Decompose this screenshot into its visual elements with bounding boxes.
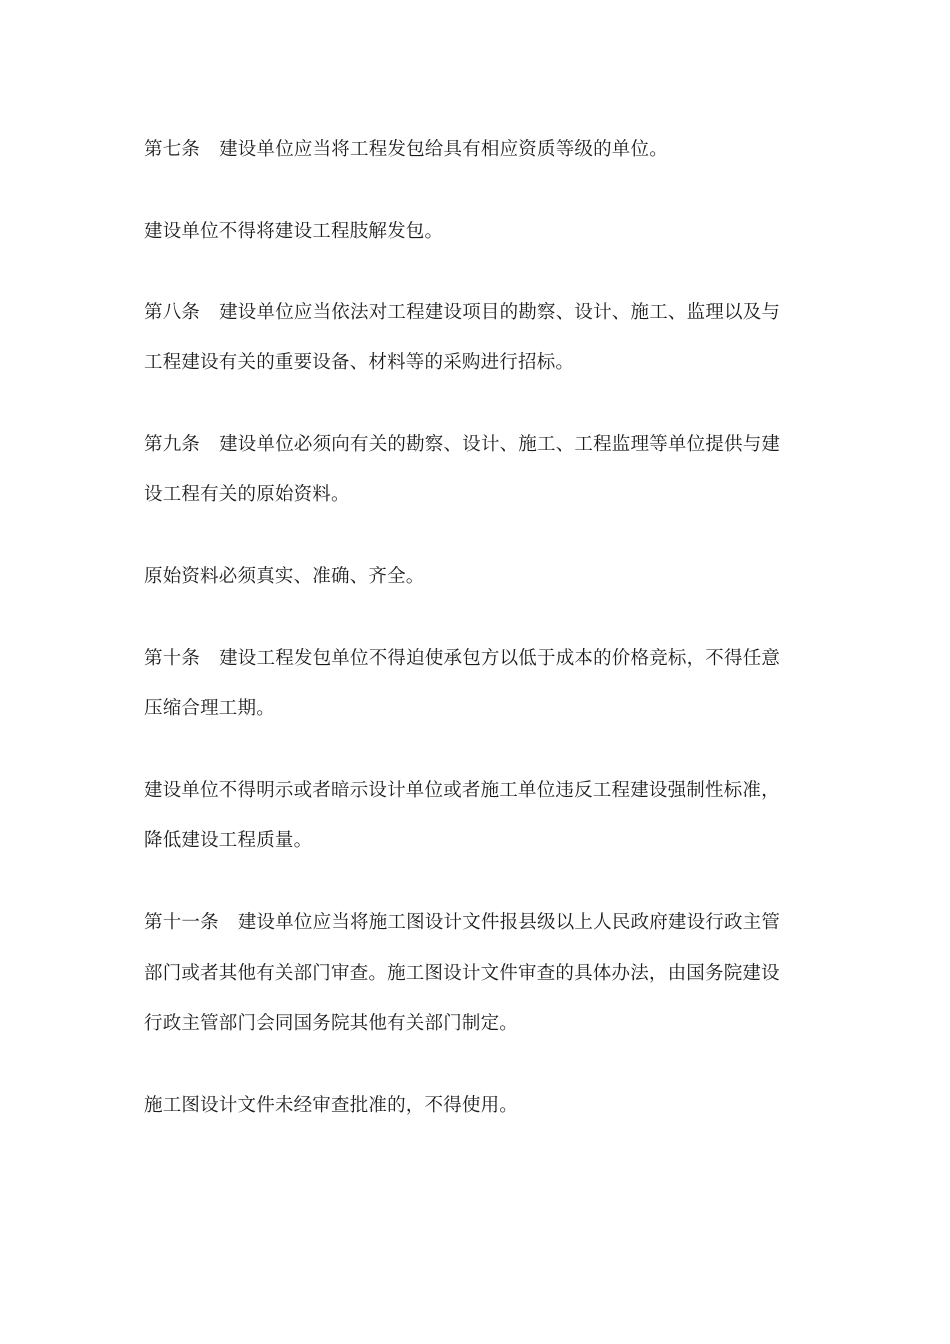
paragraph-text: 建设单位应当将施工图设计文件报县级以上人民政府建设行政主管 — [237, 912, 781, 933]
article-label: 第八条 — [144, 302, 201, 323]
article-9-line-2 — [144, 483, 804, 507]
article-10-line-1 — [144, 647, 804, 671]
article-10-line-2 — [144, 697, 804, 721]
article-label: 第十一条 — [144, 912, 219, 933]
article-11-line-2 — [144, 962, 804, 986]
paragraph-text: 设工程有关的原始资料。 — [144, 484, 350, 505]
article-10-para-2-line-2 — [144, 829, 804, 853]
paragraph-text: 建设单位不得明示或者暗示设计单位或者施工单位违反工程建设强制性标准， — [144, 780, 780, 801]
article-11-line-3 — [144, 1012, 804, 1036]
paragraph-text: 原始资料必须真实、准确、齐全。 — [144, 566, 425, 587]
paragraph-text: 行政主管部门会同国务院其他有关部门制定。 — [144, 1013, 519, 1034]
article-label: 第九条 — [144, 434, 201, 455]
article-8-line-2 — [144, 351, 804, 375]
paragraph-text: 施工图设计文件未经审查批准的，不得使用。 — [144, 1095, 519, 1116]
article-8-line-1 — [144, 301, 804, 325]
article-9-para-2 — [144, 565, 804, 589]
paragraph-text: 建设工程发包单位不得迫使承包方以低于成本的价格竞标，不得任意 — [219, 648, 781, 669]
article-7-line-1 — [144, 138, 804, 162]
paragraph-text: 降低建设工程质量。 — [144, 830, 313, 851]
paragraph-text: 建设单位应当依法对工程建设项目的勘察、设计、施工、监理以及与 — [219, 302, 781, 323]
paragraph-text: 建设单位不得将建设工程肢解发包。 — [144, 221, 444, 242]
article-9-line-1 — [144, 433, 804, 457]
article-11-line-1 — [144, 911, 804, 935]
paragraph-text: 工程建设有关的重要设备、材料等的采购进行招标。 — [144, 352, 575, 373]
paragraph-text: 建设单位应当将工程发包给具有相应资质等级的单位。 — [219, 139, 668, 160]
article-11-para-2 — [144, 1094, 804, 1118]
article-label: 第七条 — [144, 139, 201, 160]
paragraph-text: 建设单位必须向有关的勘察、设计、施工、工程监理等单位提供与建 — [219, 434, 781, 455]
article-7-para-2 — [144, 220, 804, 244]
article-label: 第十条 — [144, 648, 201, 669]
paragraph-text: 压缩合理工期。 — [144, 698, 275, 719]
article-10-para-2-line-1 — [144, 779, 804, 803]
paragraph-text: 部门或者其他有关部门审查。施工图设计文件审查的具体办法，由国务院建设 — [144, 963, 780, 984]
